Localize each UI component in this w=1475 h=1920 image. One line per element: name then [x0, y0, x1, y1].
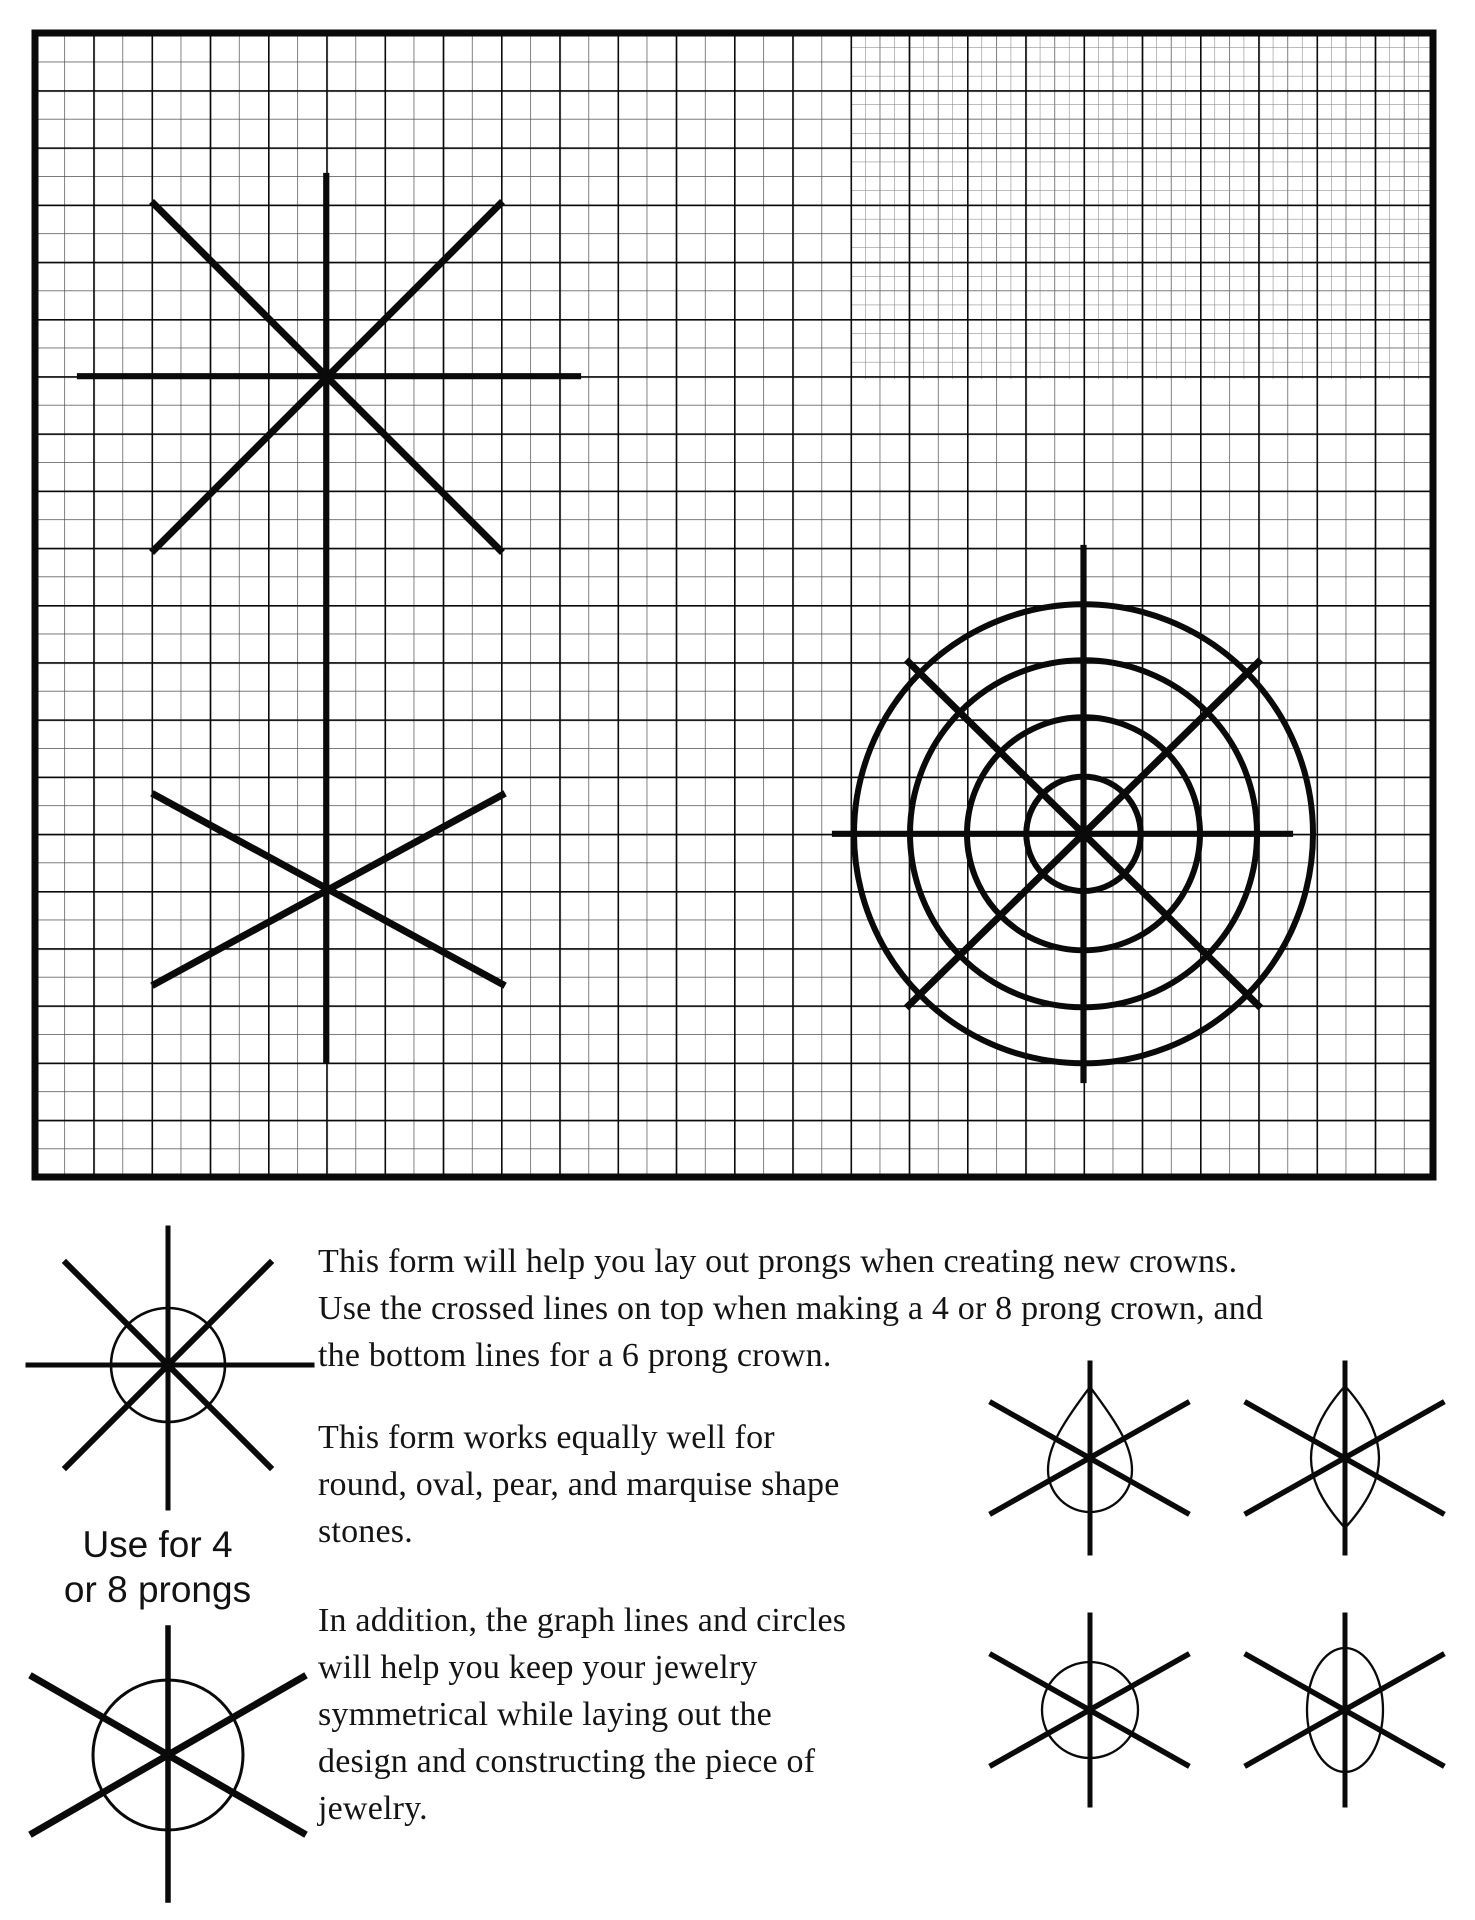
legend-eight-prong-star — [28, 1228, 312, 1508]
text-line: This form will help you lay out prongs when creating new crowns. — [318, 1243, 1238, 1280]
text-line: design and constructing the piece of — [318, 1743, 816, 1780]
pear-stone-star — [992, 1363, 1187, 1553]
text-line: will help you keep your jewelry — [318, 1649, 758, 1686]
text-line: the bottom lines for a 6 prong crown. — [318, 1337, 832, 1374]
text-line: round, oval, pear, and marquise shape — [318, 1466, 840, 1503]
caption-line: Use for 4 — [82, 1524, 233, 1565]
caption-line: or 8 prongs — [63, 1569, 252, 1610]
major-grid — [35, 33, 1433, 1177]
oval-stone-star — [1247, 1615, 1442, 1805]
text-line: Use the crossed lines on top when making a 4 or 8 prong crown, and — [318, 1290, 1264, 1327]
text-line: jewelry. — [318, 1790, 428, 1827]
round-stone-star — [992, 1615, 1187, 1805]
legend-six-prong-star — [33, 1628, 303, 1900]
graph-grid — [35, 33, 1433, 1177]
legend-caption — [30, 1522, 285, 1612]
paragraph-shapes — [318, 1414, 840, 1555]
marquise-stone-star — [1247, 1363, 1442, 1553]
text-line: stones. — [318, 1513, 413, 1550]
paragraph-intro — [318, 1238, 1263, 1379]
text-line: symmetrical while laying out the — [318, 1696, 772, 1733]
text-line: In addition, the graph lines and circles — [318, 1602, 847, 1639]
text-line: This form works equally well for — [318, 1419, 775, 1456]
paragraph-symmetry — [318, 1597, 846, 1832]
